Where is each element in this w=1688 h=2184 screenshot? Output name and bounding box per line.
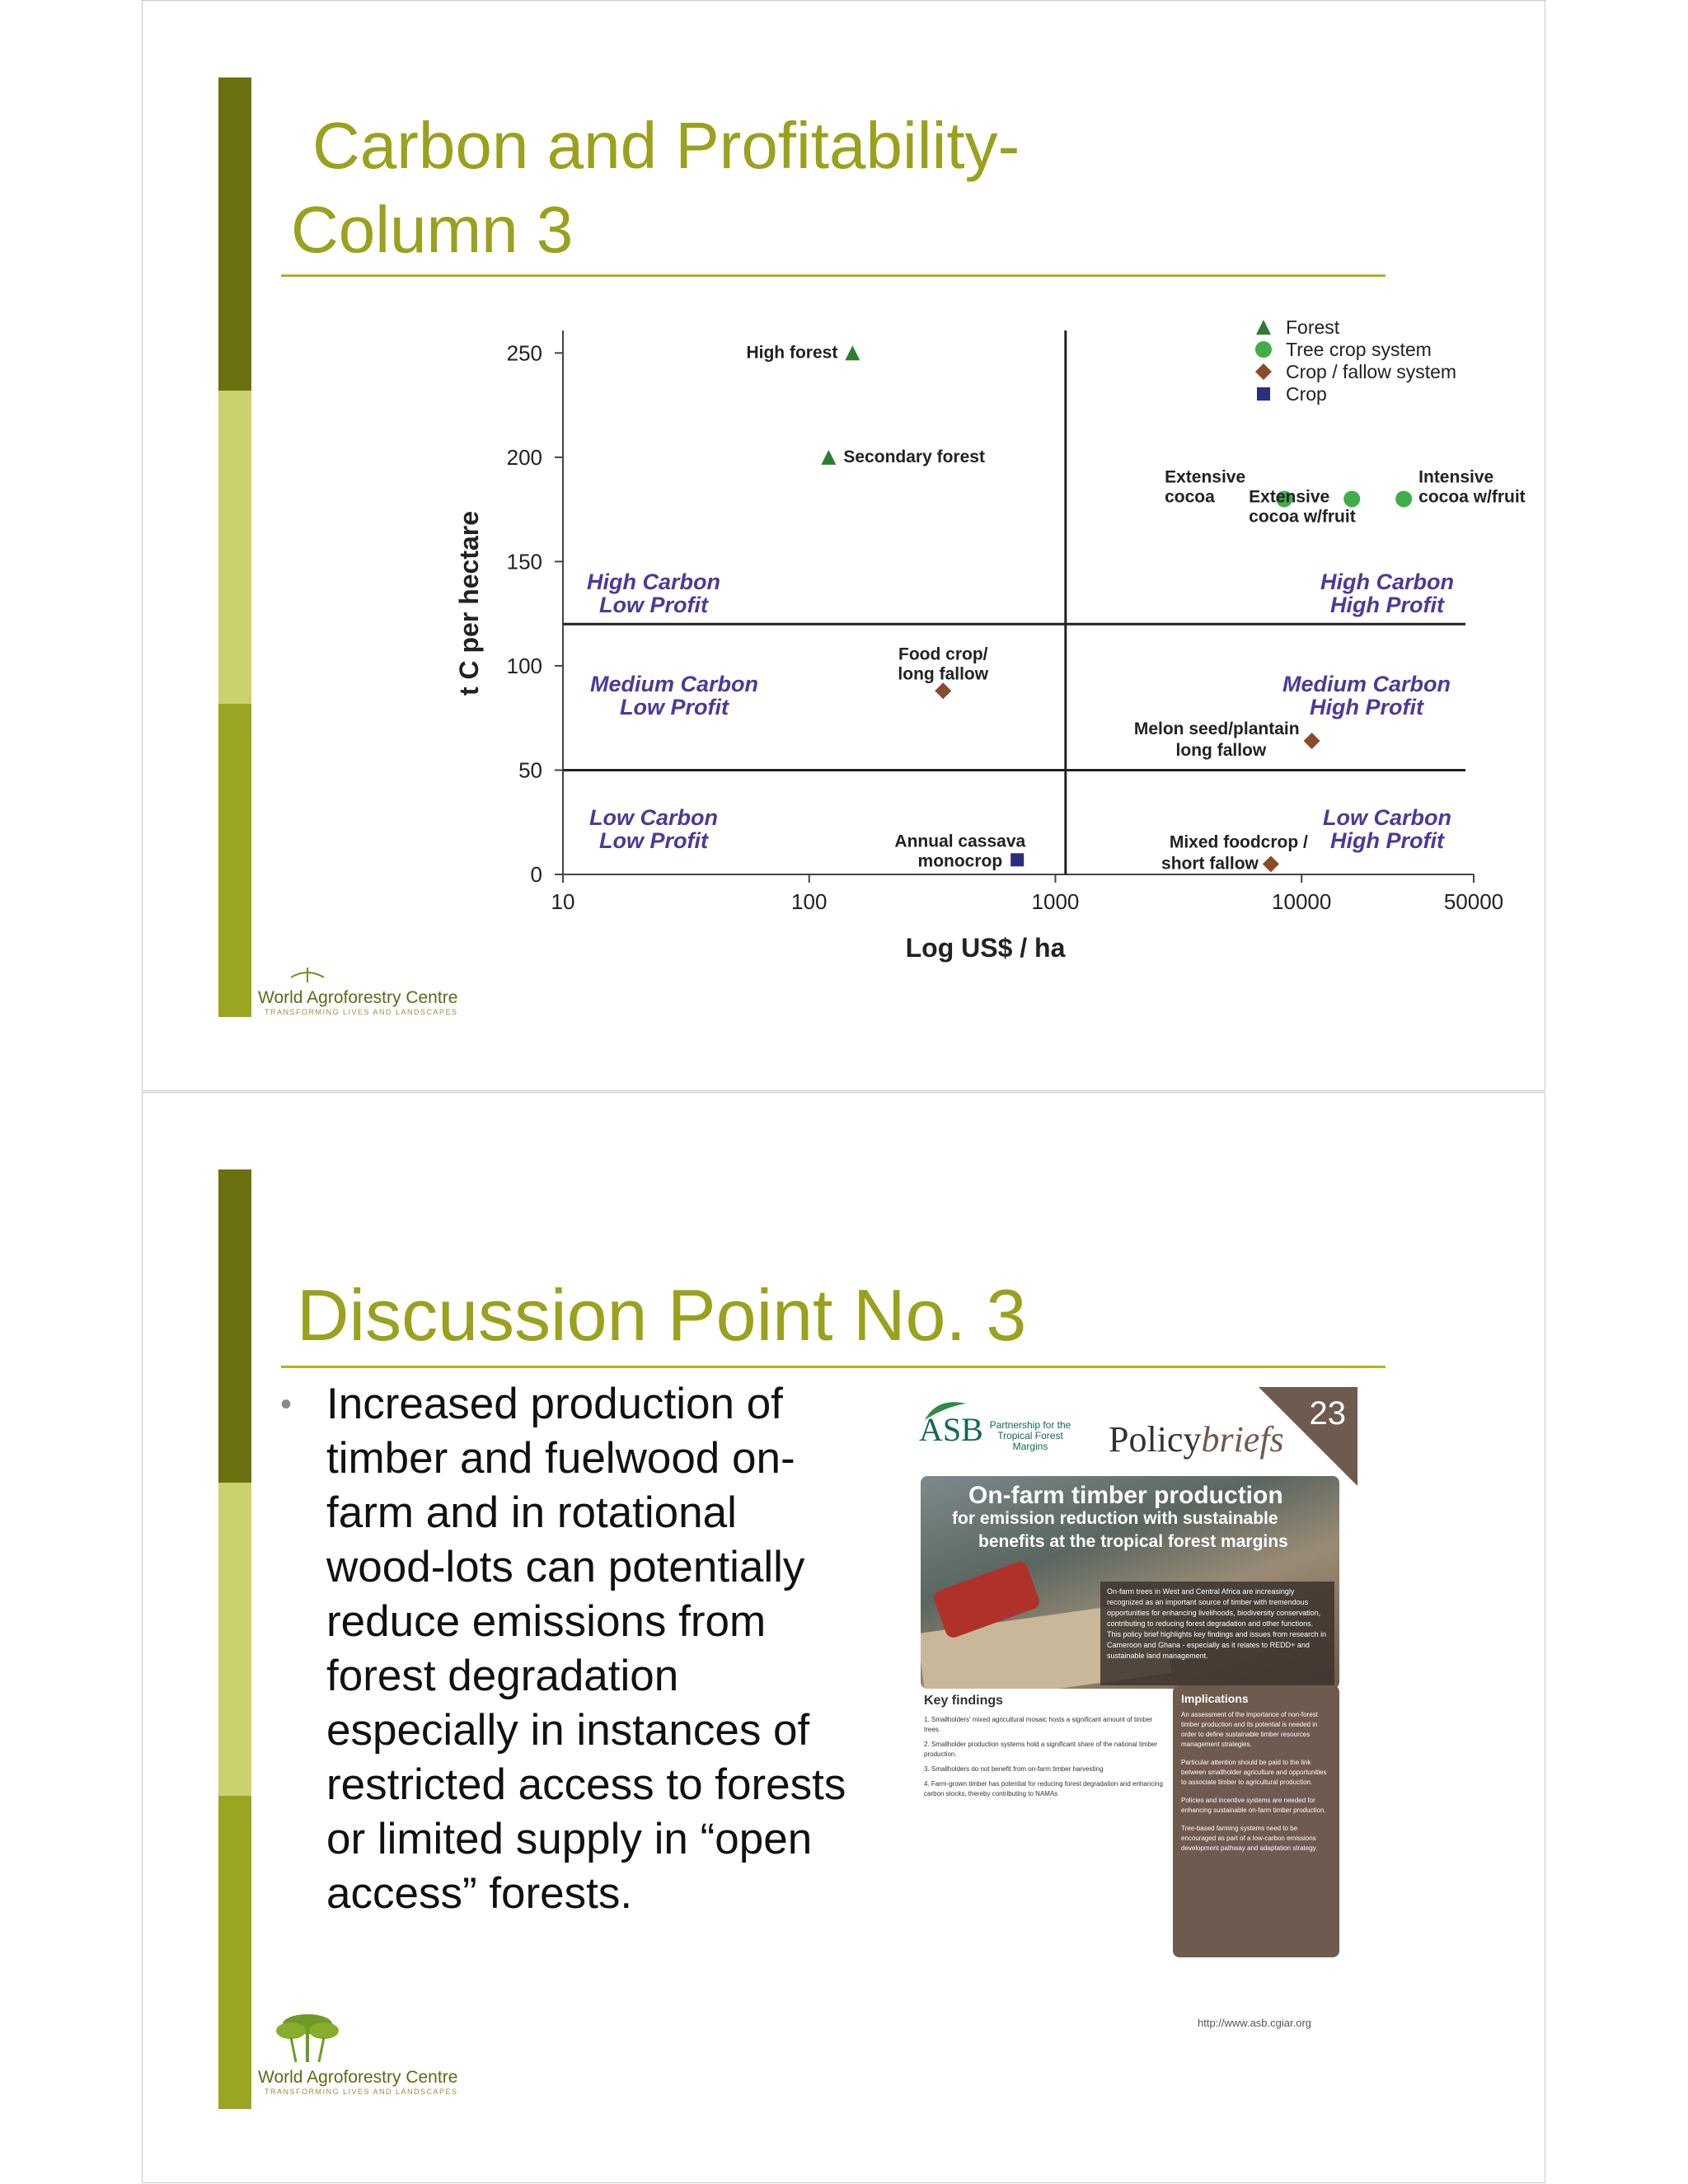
- chart-point: [1010, 853, 1024, 866]
- point-label: short fallow: [1161, 854, 1259, 874]
- chart-point: [845, 345, 860, 360]
- bullet-list: [270, 1377, 847, 1921]
- chart-point: [1343, 490, 1360, 507]
- x-tick-label: 10000: [1272, 889, 1332, 914]
- region-label: Medium Carbon: [1282, 672, 1451, 696]
- point-label: Food crop/: [898, 644, 988, 664]
- implication-item: Policies and incentive systems are needed for enhancing sustainable on-farm timber production.: [1181, 1797, 1326, 1814]
- region-label: High Carbon: [1320, 569, 1454, 594]
- point-label: cocoa: [1165, 487, 1215, 507]
- legend-label: Crop / fallow system: [1286, 361, 1457, 382]
- legend-marker: [1255, 341, 1272, 358]
- key-findings-title: Key findings: [924, 1694, 1004, 1708]
- chart-point: [935, 682, 951, 699]
- point-label: Extensive: [1249, 487, 1330, 507]
- region-label: Medium Carbon: [589, 672, 759, 696]
- region-label: High Profit: [1330, 593, 1444, 617]
- point-label: Annual cassava: [894, 832, 1026, 851]
- logo-tagline: TRANSFORMING LIVES AND LANDSCAPES: [265, 2088, 458, 2096]
- slide-discussion-point: [142, 1092, 1545, 2183]
- slide-carbon-profitability: [142, 0, 1545, 1091]
- region-label: Low Profit: [599, 593, 708, 617]
- slide-title: [291, 104, 1280, 272]
- y-tick-label: 100: [506, 653, 542, 678]
- logo-name: World Agroforestry Centre: [258, 2068, 458, 2087]
- policy-brief-image: [903, 1387, 1357, 2033]
- slide-title: Discussion Point No. 3: [297, 1274, 1027, 1356]
- point-label: High forest: [746, 343, 838, 363]
- sidebar-bar-mid: [218, 1796, 251, 2109]
- point-label: Secondary forest: [843, 447, 985, 466]
- title-rule: [281, 1366, 1386, 1368]
- title-rule: [281, 274, 1386, 277]
- y-tick-label: 150: [506, 549, 542, 574]
- finding-item: 2. Smallholder production systems hold a significant share of the national timber production.: [924, 1741, 1158, 1758]
- point-label: Mixed foodcrop /: [1169, 832, 1308, 852]
- implication-item: Tree-based farming systems need to be encouraged as part of a low-carbon emissions development pathway and adaptation strategy.: [1181, 1825, 1318, 1852]
- y-axis-label: t C per hectare: [454, 510, 484, 696]
- x-tick-label: 10: [551, 889, 575, 914]
- point-label: long fallow: [898, 664, 989, 684]
- implication-item: An assessment of the importance of non-forest timber production and its potential is needed in order to define sustainable timber resources management strategies.: [1181, 1711, 1318, 1748]
- asb-logo-text: ASB: [919, 1411, 983, 1448]
- icraf-logo: [258, 2006, 458, 2096]
- finding-item: 1. Smallholders' mixed agricultural mosaic hosts a significant amount of timber trees.: [924, 1716, 1153, 1733]
- policy-word: Policy: [1109, 1419, 1202, 1460]
- legend-marker: [1257, 387, 1270, 401]
- sidebar-bar-mid: [218, 704, 251, 1017]
- x-tick-label: 1000: [1031, 889, 1080, 914]
- brief-number: 23: [1309, 1395, 1346, 1432]
- y-tick-label: 0: [530, 862, 542, 887]
- x-tick-label: 50000: [1443, 889, 1504, 914]
- point-label: Extensive: [1165, 467, 1246, 487]
- legend-label: Forest: [1286, 316, 1340, 338]
- title-line-1: Carbon and Profitability-: [312, 109, 1020, 182]
- brief-subheadline-1: for emission reduction with sustainable: [952, 1509, 1278, 1528]
- legend-marker: [1256, 320, 1271, 335]
- bullet-text: Increased production of timber and fuelwood on-farm and in rotational wood-lots can potentially reduce emissions from forest degradation especially in instances of restricted access to forests or limited supply in “open access” forests.: [326, 1380, 846, 1918]
- asb-subtitle: Partnership for the Tropical Forest Margins: [989, 1419, 1071, 1452]
- implication-item: Particular attention should be paid to the link between smallholder agriculture and opportunities to associate timber to agricultural production.: [1181, 1759, 1327, 1786]
- logo-tree-icon: [258, 2006, 357, 2064]
- point-label: cocoa w/fruit: [1249, 507, 1356, 527]
- legend-marker: [1255, 363, 1272, 380]
- point-label: cocoa w/fruit: [1418, 487, 1526, 507]
- chart-svg: [279, 307, 1545, 975]
- point-label: long fallow: [1175, 741, 1267, 761]
- region-label: Low Carbon: [589, 805, 718, 830]
- point-label: monocrop: [917, 851, 1003, 871]
- region-label: High Carbon: [587, 569, 720, 594]
- icraf-logo: [258, 961, 458, 1016]
- brief-url: http://www.asb.cgiar.org: [1198, 2017, 1312, 2029]
- sidebar-bar-dark: [218, 77, 251, 391]
- chart-point: [1263, 855, 1279, 872]
- chart-point: [821, 450, 836, 465]
- brief-summary-box: On-farm trees in West and Central Africa are increasingly recognized as an important source of timber with tremendous opportunities for enhancing livelihoods, biodiversity conservation, contributing to reducing forest degradation and other functions. This policy brief highlights key findings and issues from research in Cameroon and Ghana - especially as it relates to REDD+ and sustainable land management.: [1100, 1582, 1334, 1685]
- finding-item: 4. Farm-grown timber has potential for reducing forest degradation and enhancing carbon stocks, thereby contributing to NAMAs: [924, 1780, 1163, 1797]
- legend-label: Tree crop system: [1286, 339, 1432, 360]
- implications-box: [1173, 1685, 1339, 1957]
- region-label: High Profit: [1310, 695, 1423, 719]
- y-tick-label: 50: [518, 757, 542, 783]
- bullet-item: [270, 1377, 847, 1921]
- region-label: Low Carbon: [1323, 805, 1451, 830]
- key-findings-list: [924, 1715, 1163, 1804]
- region-label: High Profit: [1330, 828, 1444, 853]
- x-axis-label: Log US$ / ha: [905, 933, 1066, 963]
- point-label: Melon seed/plantain: [1133, 719, 1300, 739]
- chart-point: [1395, 490, 1412, 507]
- briefs-word: briefs: [1201, 1419, 1284, 1460]
- chart-point: [1304, 733, 1320, 749]
- y-tick-label: 200: [506, 444, 542, 470]
- brief-headline: On-farm timber production: [968, 1482, 1283, 1509]
- point-label: Intensive: [1418, 467, 1494, 487]
- sidebar-bar-light: [218, 1483, 251, 1796]
- region-label: Low Profit: [599, 828, 708, 853]
- region-label: Low Profit: [620, 695, 729, 719]
- carbon-profit-chart: [279, 307, 1545, 975]
- implications-title: Implications: [1181, 1692, 1249, 1705]
- logo-tree-icon: [258, 961, 357, 984]
- finding-item: 3. Smallholders do not benefit from on-farm timber harvesting: [924, 1765, 1104, 1773]
- legend-label: Crop: [1286, 383, 1327, 405]
- policy-briefs-heading: [1109, 1418, 1284, 1460]
- y-tick-label: 250: [506, 340, 542, 366]
- sidebar-bar-light: [218, 391, 251, 704]
- sidebar-bar-dark: [218, 1169, 251, 1483]
- bullet-dot-icon: •: [280, 1386, 293, 1422]
- title-line-2: Column 3: [291, 193, 574, 266]
- logo-name: World Agroforestry Centre: [258, 988, 458, 1007]
- brief-subheadline-2: benefits at the tropical forest margins: [978, 1532, 1288, 1551]
- x-tick-label: 100: [791, 889, 828, 914]
- logo-tagline: TRANSFORMING LIVES AND LANDSCAPES: [265, 1008, 458, 1016]
